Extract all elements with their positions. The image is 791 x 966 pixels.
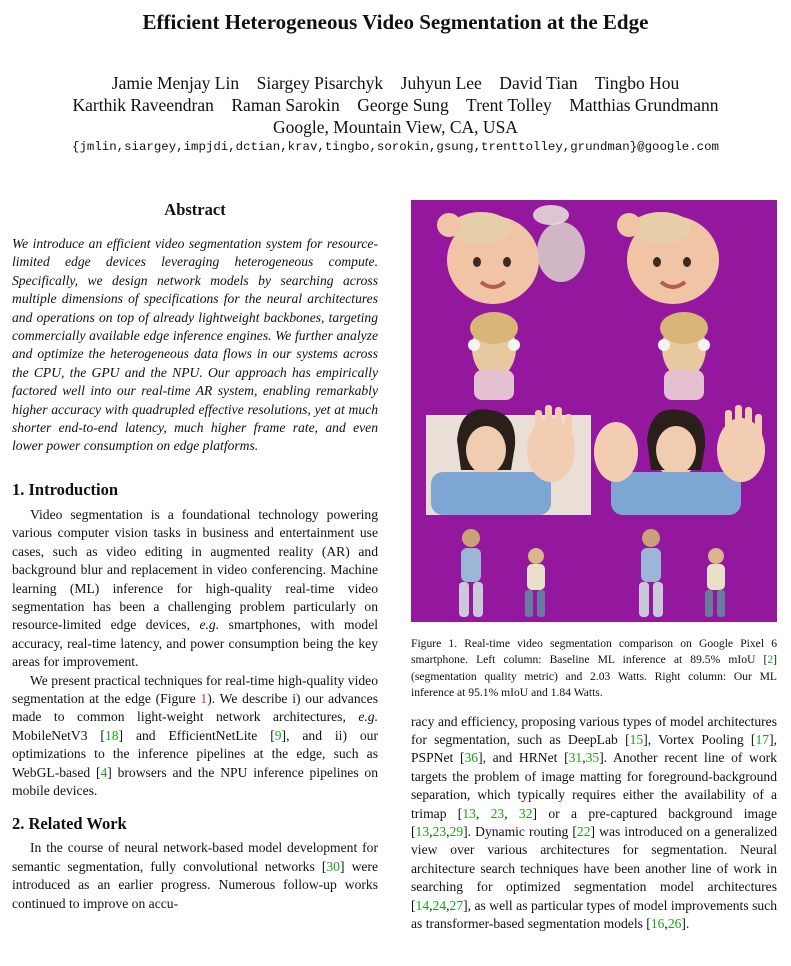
citation-link[interactable]: 24	[432, 897, 447, 913]
intro-paragraph-2: We present practical techniques for real-time high-quality video segmentation at the edge (Figure 1). We describe i) our advances made to common light-weight network architectures, e.g. MobileNetV3 [18] and EfficientNetLite [9], and ii) our optimizations to the inference pipelines at the edge, such as WebGL-based [4] browsers and the NPU inference pipelines on mobile devices.	[12, 672, 379, 798]
citation-link[interactable]: 15	[629, 732, 644, 748]
author-emails: {jmlin,siargey,impjdi,dctian,krav,tingbo,sorokin,gsung,trenttolley,grundman}@google.com	[72, 140, 719, 154]
author-line-1: Jamie Menjay Lin Siargey Pisarchyk Juhyun Lee David Tian Tingbo Hou	[111, 73, 680, 93]
citation-link[interactable]: 4	[100, 764, 108, 780]
citation-link[interactable]: 16	[650, 916, 665, 932]
related-paragraph-1: In the course of neural network-based model development for semantic segmentation, fully convolutional networks [30] were introduced as an earlier progress. Numerous follow-up works continued to improve on accu-	[12, 840, 378, 911]
section-heading-introduction: 1. Introduction	[12, 479, 119, 499]
girl-segment-left	[468, 312, 520, 400]
citation-link[interactable]: 13	[415, 824, 430, 840]
left-column	[12, 200, 378, 913]
citation-link[interactable]: 9	[274, 727, 282, 743]
author-line-2: Karthik Raveendran Raman Sarokin George Sung Trent Tolley Matthias Grundmann	[72, 95, 719, 115]
citation-link[interactable]: 17	[755, 732, 770, 748]
section-heading-related-work: 2. Related Work	[12, 814, 127, 834]
citation-link[interactable]: 36	[464, 750, 479, 766]
citation-link[interactable]: 32	[518, 805, 533, 821]
abstract-text: We introduce an efficient video segmentation system for resource-limited edge devices leveraging heterogeneous compute. Specifically, we design network models by searching across multiple dimensions of specifications for the neural architectures and operations on top of already lightweight backbones, targeting commercially available edge inference engines. We further analyze and optimize the heterogeneous data flows in our systems across the CPU, the GPU and the NPU. Our approach has empirically factored well into our real-time AR system, enabling remarkably higher accuracy with quadrupled effective resolutions, yet at much shorter end-to-end latency, much higher frame rate, and even lower power consumption on edge platforms.	[12, 236, 378, 454]
citation-link[interactable]: 18	[104, 727, 119, 743]
citation-link[interactable]: 31	[568, 750, 583, 766]
citation-link[interactable]: 27	[449, 897, 464, 913]
citation-link[interactable]: 13	[462, 805, 476, 821]
citation-link[interactable]: 35	[585, 750, 600, 766]
figure-1-caption: Figure 1. Real-time video segmentation comparison on Google Pixel 6 smartphone. Left column: Baseline ML inference at 89.5% mIoU [2] (segmentation quality metric) and 2.03 Watts. Right column: Our ML inference at 95.1% mIoU and 1.84 Watts.	[411, 637, 777, 700]
girl-segment-right	[658, 312, 710, 400]
right-column	[411, 200, 777, 934]
citation-link[interactable]: 30	[326, 858, 340, 874]
citation-link[interactable]: 14	[415, 897, 430, 913]
citation-link[interactable]: 29	[449, 824, 464, 840]
abstract-heading: Abstract	[164, 200, 226, 219]
paper-title: Efficient Heterogeneous Video Segmentation at the Edge	[142, 10, 649, 34]
citation-link[interactable]: 26	[667, 916, 682, 932]
intro-paragraph-1: Video segmentation is a foundational technology powering various computer vision tasks in business and entertainment use cases, such as video editing in augmented reality (AR) and background blur and replacement in video conferencing. Machine learning (ML) inference for high-quality real-time video segmentation has been a challenging problem particularly on resource-limited edge devices, e.g. smartphones, with model accuracy, real-time latency, and power consumption being the key areas for improvement.	[12, 506, 378, 670]
segmentation-comparison-illustration	[411, 200, 777, 622]
figure-link[interactable]: 1	[200, 690, 208, 706]
affiliation: Google, Mountain View, CA, USA	[273, 117, 518, 137]
citation-link[interactable]: 22	[576, 824, 591, 840]
citation-link[interactable]: 2	[767, 653, 774, 667]
woman-segment-left	[426, 405, 591, 515]
citation-link[interactable]: 23	[490, 805, 505, 821]
figure-1-image	[411, 200, 777, 622]
related-paragraph-continued: racy and efficiency, proposing various types of model architectures for segmentation, such as DeepLab [15], Vortex Pooling [17], PSPNet [36], and HRNet [31,35]. Another recent line of work targets the problem of image matting for foreground-background separation, which typically requires either the availability of a trimap [13, 23, 32] or a pre-captured background image [13,23,29]. Dynamic routing [22] was introduced on a generalized view over various architectures for segmentation. Neural architecture search techniques have been another line of work in searching for optimized segmentation model architectures [14,24,27], as well as particular types of model improvements such as transformer-based segmentation models [16,26].	[411, 713, 777, 932]
citation-link[interactable]: 23	[432, 824, 447, 840]
author-block	[0, 72, 791, 138]
